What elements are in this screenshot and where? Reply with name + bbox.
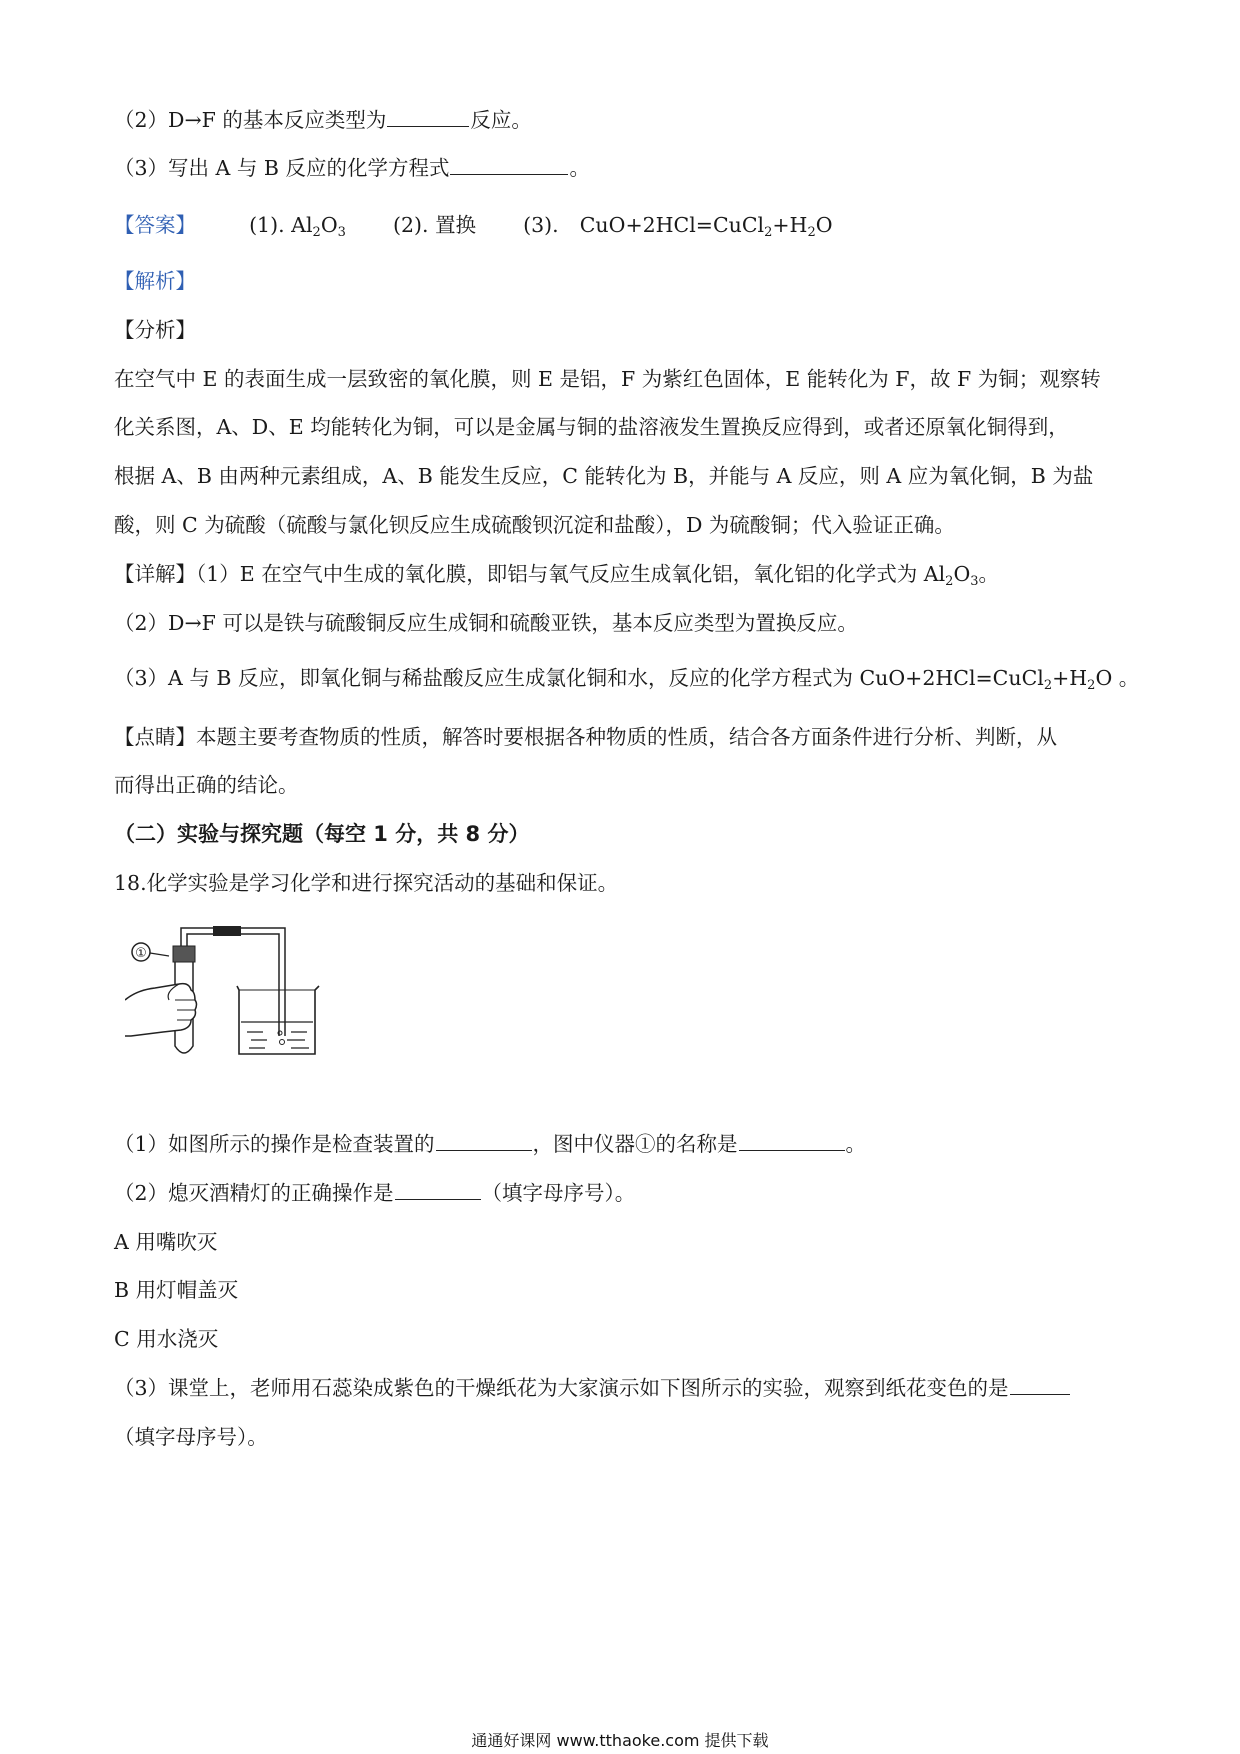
footer-watermark: 通通好课网 www.tthaoke.com 提供下载 bbox=[471, 1731, 769, 1750]
figure-label: ① bbox=[135, 946, 147, 961]
question-3-line bbox=[114, 153, 1134, 183]
answer-blank bbox=[395, 1181, 481, 1200]
answer-blank bbox=[387, 108, 469, 127]
question-2-line bbox=[114, 105, 1134, 135]
answer-1-label: (1). bbox=[249, 213, 285, 237]
dianjing-line-1: 【点睛】本题主要考查物质的性质，解答时要根据各种物质的性质，结合各方面条件进行分析、判断，从 bbox=[114, 725, 1057, 749]
answer-tag: 【答案】 bbox=[114, 213, 196, 237]
answer-2-text: 置换 bbox=[435, 213, 477, 237]
fenxi-line-3: 根据 A、B 由两种元素组成，A、B 能发生反应，C 能转化为 B，并能与 A 反应，则 A 应为氧化铜，B 为盐 bbox=[114, 464, 1094, 488]
apparatus-figure bbox=[125, 918, 325, 1060]
answer-1-formula: $Al_2O_3$ bbox=[291, 213, 346, 240]
fenxi-line-2: 化关系图，A、D、E 均能转化为铜，可以是金属与铜的盐溶液发生置换反应得到，或者还原氧化铜得到， bbox=[114, 415, 1069, 439]
answer-line bbox=[114, 210, 1134, 240]
option-a: A 用嘴吹灭 bbox=[114, 1230, 218, 1254]
delivery-tube bbox=[181, 928, 285, 1036]
xiangjie-line-3: （3）A 与 B 反应，即氧化铜与稀盐酸反应生成氯化铜和水，反应的化学方程式为 $CuO+2HCl=CuCl_2+H_2O$ 。 bbox=[114, 666, 1140, 693]
option-c: C 用水浇灭 bbox=[114, 1327, 219, 1351]
xiangjie-line-1: 【详解】（1）E 在空气中生成的氧化膜，即铝与氧气反应生成氧化铝，氧化铝的化学式为 $Al_2O_3$。 bbox=[114, 562, 1000, 589]
fenxi-line-4: 酸，则 C 为硫酸（硫酸与氯化钡反应生成硫酸钡沉淀和盐酸），D 为硫酸铜；代入验证正确。 bbox=[114, 513, 955, 537]
question-2-prefix: （2）D→F 的基本反应类型为 bbox=[114, 108, 387, 132]
answer-blank bbox=[739, 1132, 845, 1151]
question-18-2: （2）熄灭酒精灯的正确操作是 （填字母序号）。 bbox=[114, 1181, 636, 1205]
fenxi-line-1: 在空气中 E 的表面生成一层致密的氧化膜，则 E 是铝，F 为紫红色固体，E 能转化为 F，故 F 为铜；观察转 bbox=[114, 367, 1101, 391]
rubber-stopper bbox=[173, 946, 195, 962]
question-18-3: （3）课堂上，老师用石蕊染成紫色的干燥纸花为大家演示如下图所示的实验，观察到纸花变色的是 bbox=[114, 1373, 1134, 1403]
section-title: （二）实验与探究题（每空 1 分，共 8 分） bbox=[114, 822, 530, 846]
option-b: B 用灯帽盖灭 bbox=[114, 1278, 239, 1302]
question-3-suffix: 。 bbox=[569, 156, 590, 180]
answer-blank bbox=[436, 1132, 532, 1151]
rubber-connector bbox=[213, 926, 241, 936]
dianjing-line-2: 而得出正确的结论。 bbox=[114, 773, 299, 797]
answer-3-label: (3). bbox=[523, 213, 559, 237]
question-3-prefix: （3）写出 A 与 B 反应的化学方程式 bbox=[114, 156, 450, 180]
answer-3-formula: $CuO+2HCl=CuCl_2+H_2O$ bbox=[579, 213, 833, 240]
question-18-3-cont: （填字母序号）。 bbox=[114, 1425, 268, 1449]
answer-2-label: (2). bbox=[392, 213, 429, 237]
fenxi-title: 【分析】 bbox=[114, 318, 196, 342]
beaker bbox=[237, 986, 319, 1054]
question-18-1: （1）如图所示的操作是检查装置的 ，图中仪器①的名称是 。 bbox=[114, 1132, 867, 1156]
question-2-suffix: 反应。 bbox=[470, 108, 532, 132]
analysis-tag: 【解析】 bbox=[114, 269, 196, 293]
question-18-intro: 18.化学实验是学习化学和进行探究活动的基础和保证。 bbox=[114, 871, 619, 895]
xiangjie-line-2: （2）D→F 可以是铁与硫酸铜反应生成铜和硫酸亚铁，基本反应类型为置换反应。 bbox=[114, 611, 858, 635]
answer-blank bbox=[1010, 1376, 1070, 1395]
answer-blank bbox=[450, 156, 568, 175]
